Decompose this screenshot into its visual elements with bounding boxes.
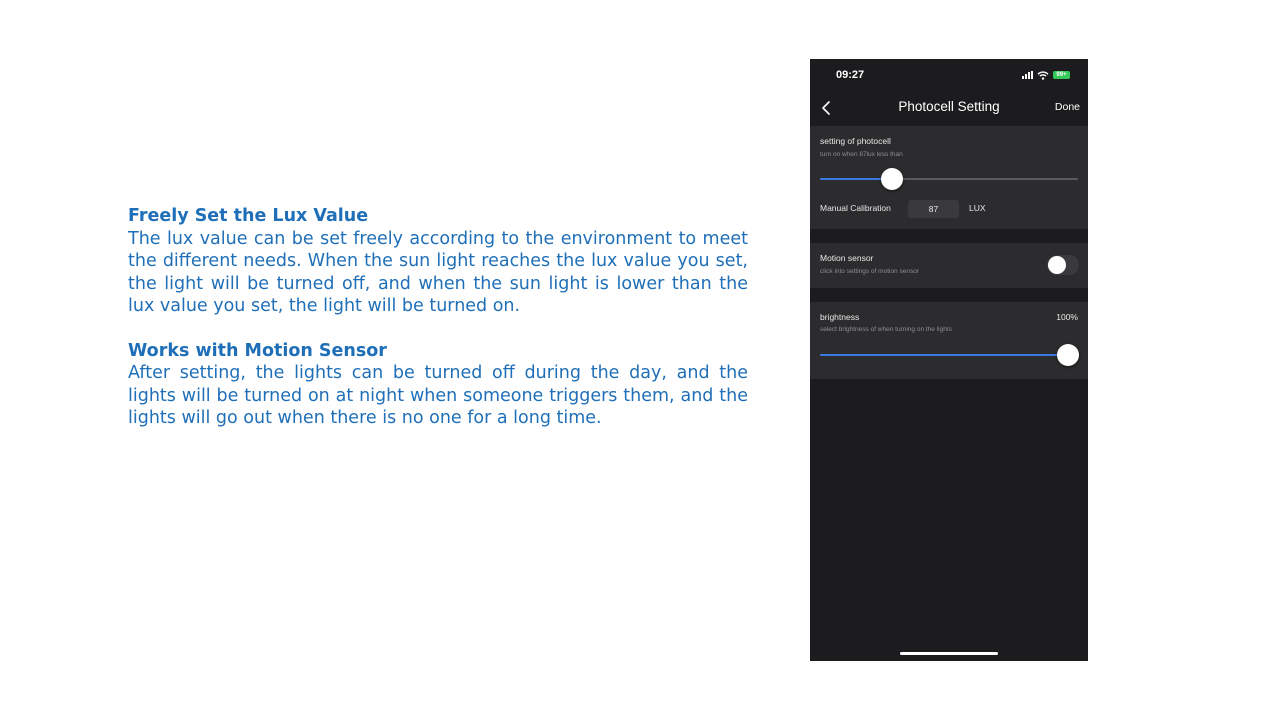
brightness-slider-knob[interactable] xyxy=(1057,344,1079,366)
home-indicator xyxy=(900,652,998,655)
toggle-knob xyxy=(1048,256,1066,274)
lux-unit-label: LUX xyxy=(969,203,986,213)
lux-slider[interactable] xyxy=(820,178,1078,180)
brightness-section xyxy=(810,302,1088,379)
brightness-slider-fill xyxy=(820,354,1068,356)
motion-sensor-section[interactable] xyxy=(810,243,1088,288)
section-lux xyxy=(128,205,748,318)
brightness-subtitle: select brightness of when turning on the lights xyxy=(820,326,952,333)
done-button[interactable]: Done xyxy=(1054,101,1080,113)
motion-body: After setting, the lights can be turned off during the day, and the lights will be turned on at night when someone triggers them, and the lights will go out when there is no one for a long time. xyxy=(128,363,748,428)
status-icons xyxy=(1022,69,1070,81)
brightness-title: brightness xyxy=(820,312,860,322)
slide-text xyxy=(128,205,748,430)
photocell-title: setting of photocell xyxy=(820,136,891,146)
manual-calibration-label: Manual Calibration xyxy=(820,203,891,213)
motion-sensor-toggle[interactable] xyxy=(1047,255,1079,275)
photocell-section xyxy=(810,126,1088,229)
brightness-slider[interactable] xyxy=(820,354,1078,356)
wifi-icon xyxy=(1037,71,1049,80)
lux-value-input[interactable] xyxy=(908,200,959,218)
lux-slider-knob[interactable] xyxy=(881,168,903,190)
status-time: 09:27 xyxy=(836,69,865,81)
lux-heading: Freely Set the Lux Value xyxy=(128,206,369,226)
motion-title: Motion sensor xyxy=(820,253,874,263)
phone-screenshot xyxy=(810,59,1088,661)
battery-icon: 99+ xyxy=(1053,71,1070,79)
photocell-subtitle: turn on when 87lux less than xyxy=(820,151,903,158)
brightness-value: 100% xyxy=(1056,312,1078,322)
signal-icon xyxy=(1022,71,1033,79)
nav-bar xyxy=(810,91,1088,125)
lux-body: The lux value can be set freely according to the environment to meet the different needs. When the sun light reaches the lux value you set, the light will be turned off, and when the sun light is lower than the lux value you set, the light will be turned on. xyxy=(128,228,748,316)
motion-heading: Works with Motion Sensor xyxy=(128,340,387,361)
section-motion xyxy=(128,340,748,430)
motion-subtitle: click into settings of motion sensor xyxy=(820,268,919,275)
status-bar xyxy=(810,59,1088,91)
page-title: Photocell Setting xyxy=(898,99,1000,114)
